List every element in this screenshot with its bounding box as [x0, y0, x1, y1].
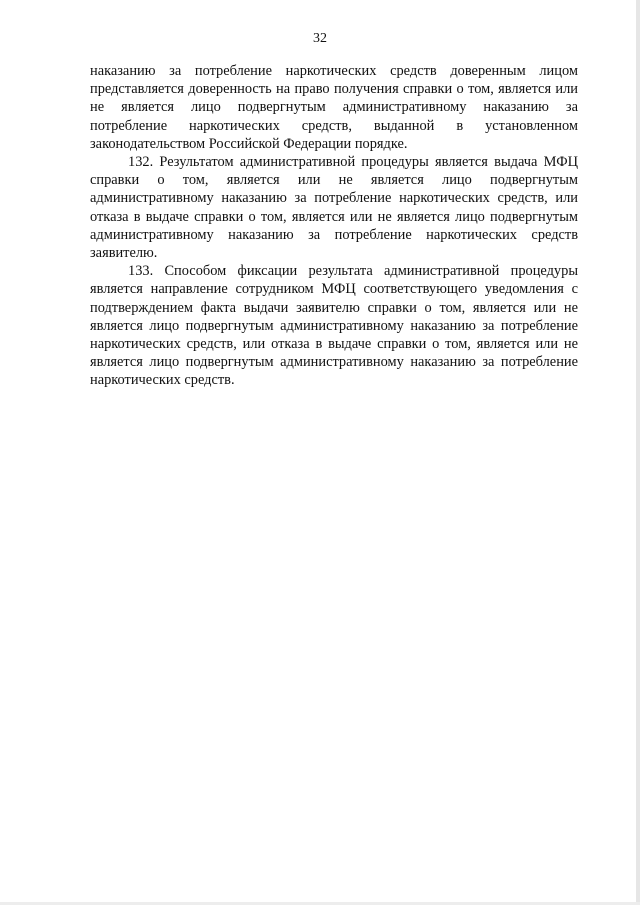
paragraph-item-132: 132. Результатом административной процедуры является выдача МФЦ справки о том, является или не является лицо подвергнутым административному наказанию за потребление наркотических средств, или отказа в выдаче справки о том, является или не является лицо подвергнутым административному наказанию за потребление наркотических средств заявителю.: [90, 154, 578, 262]
scan-edge-right: [636, 0, 640, 905]
page-number: 32: [313, 31, 327, 46]
document-body: [90, 62, 578, 390]
paragraph-continuation: наказанию за потребление наркотических средств доверенным лицом представляется доверенность на право получения справки о том, является или не является лицо подвергнутым административному наказанию за потребление наркотических средств, выданной в установленном законодательством Российской Федерации порядке.: [90, 63, 578, 152]
paragraph-item-133: 133. Способом фиксации результата административной процедуры является направление сотрудником МФЦ соответствующего уведомления с подтверждением факта выдачи заявителю справки о том, является или не является лицо подвергнутым административному наказанию за потребление наркотических средств, или отказа в выдаче справки о том, является или не является лицо подвергнутым административному наказанию за потребление наркотических средств.: [90, 263, 578, 389]
